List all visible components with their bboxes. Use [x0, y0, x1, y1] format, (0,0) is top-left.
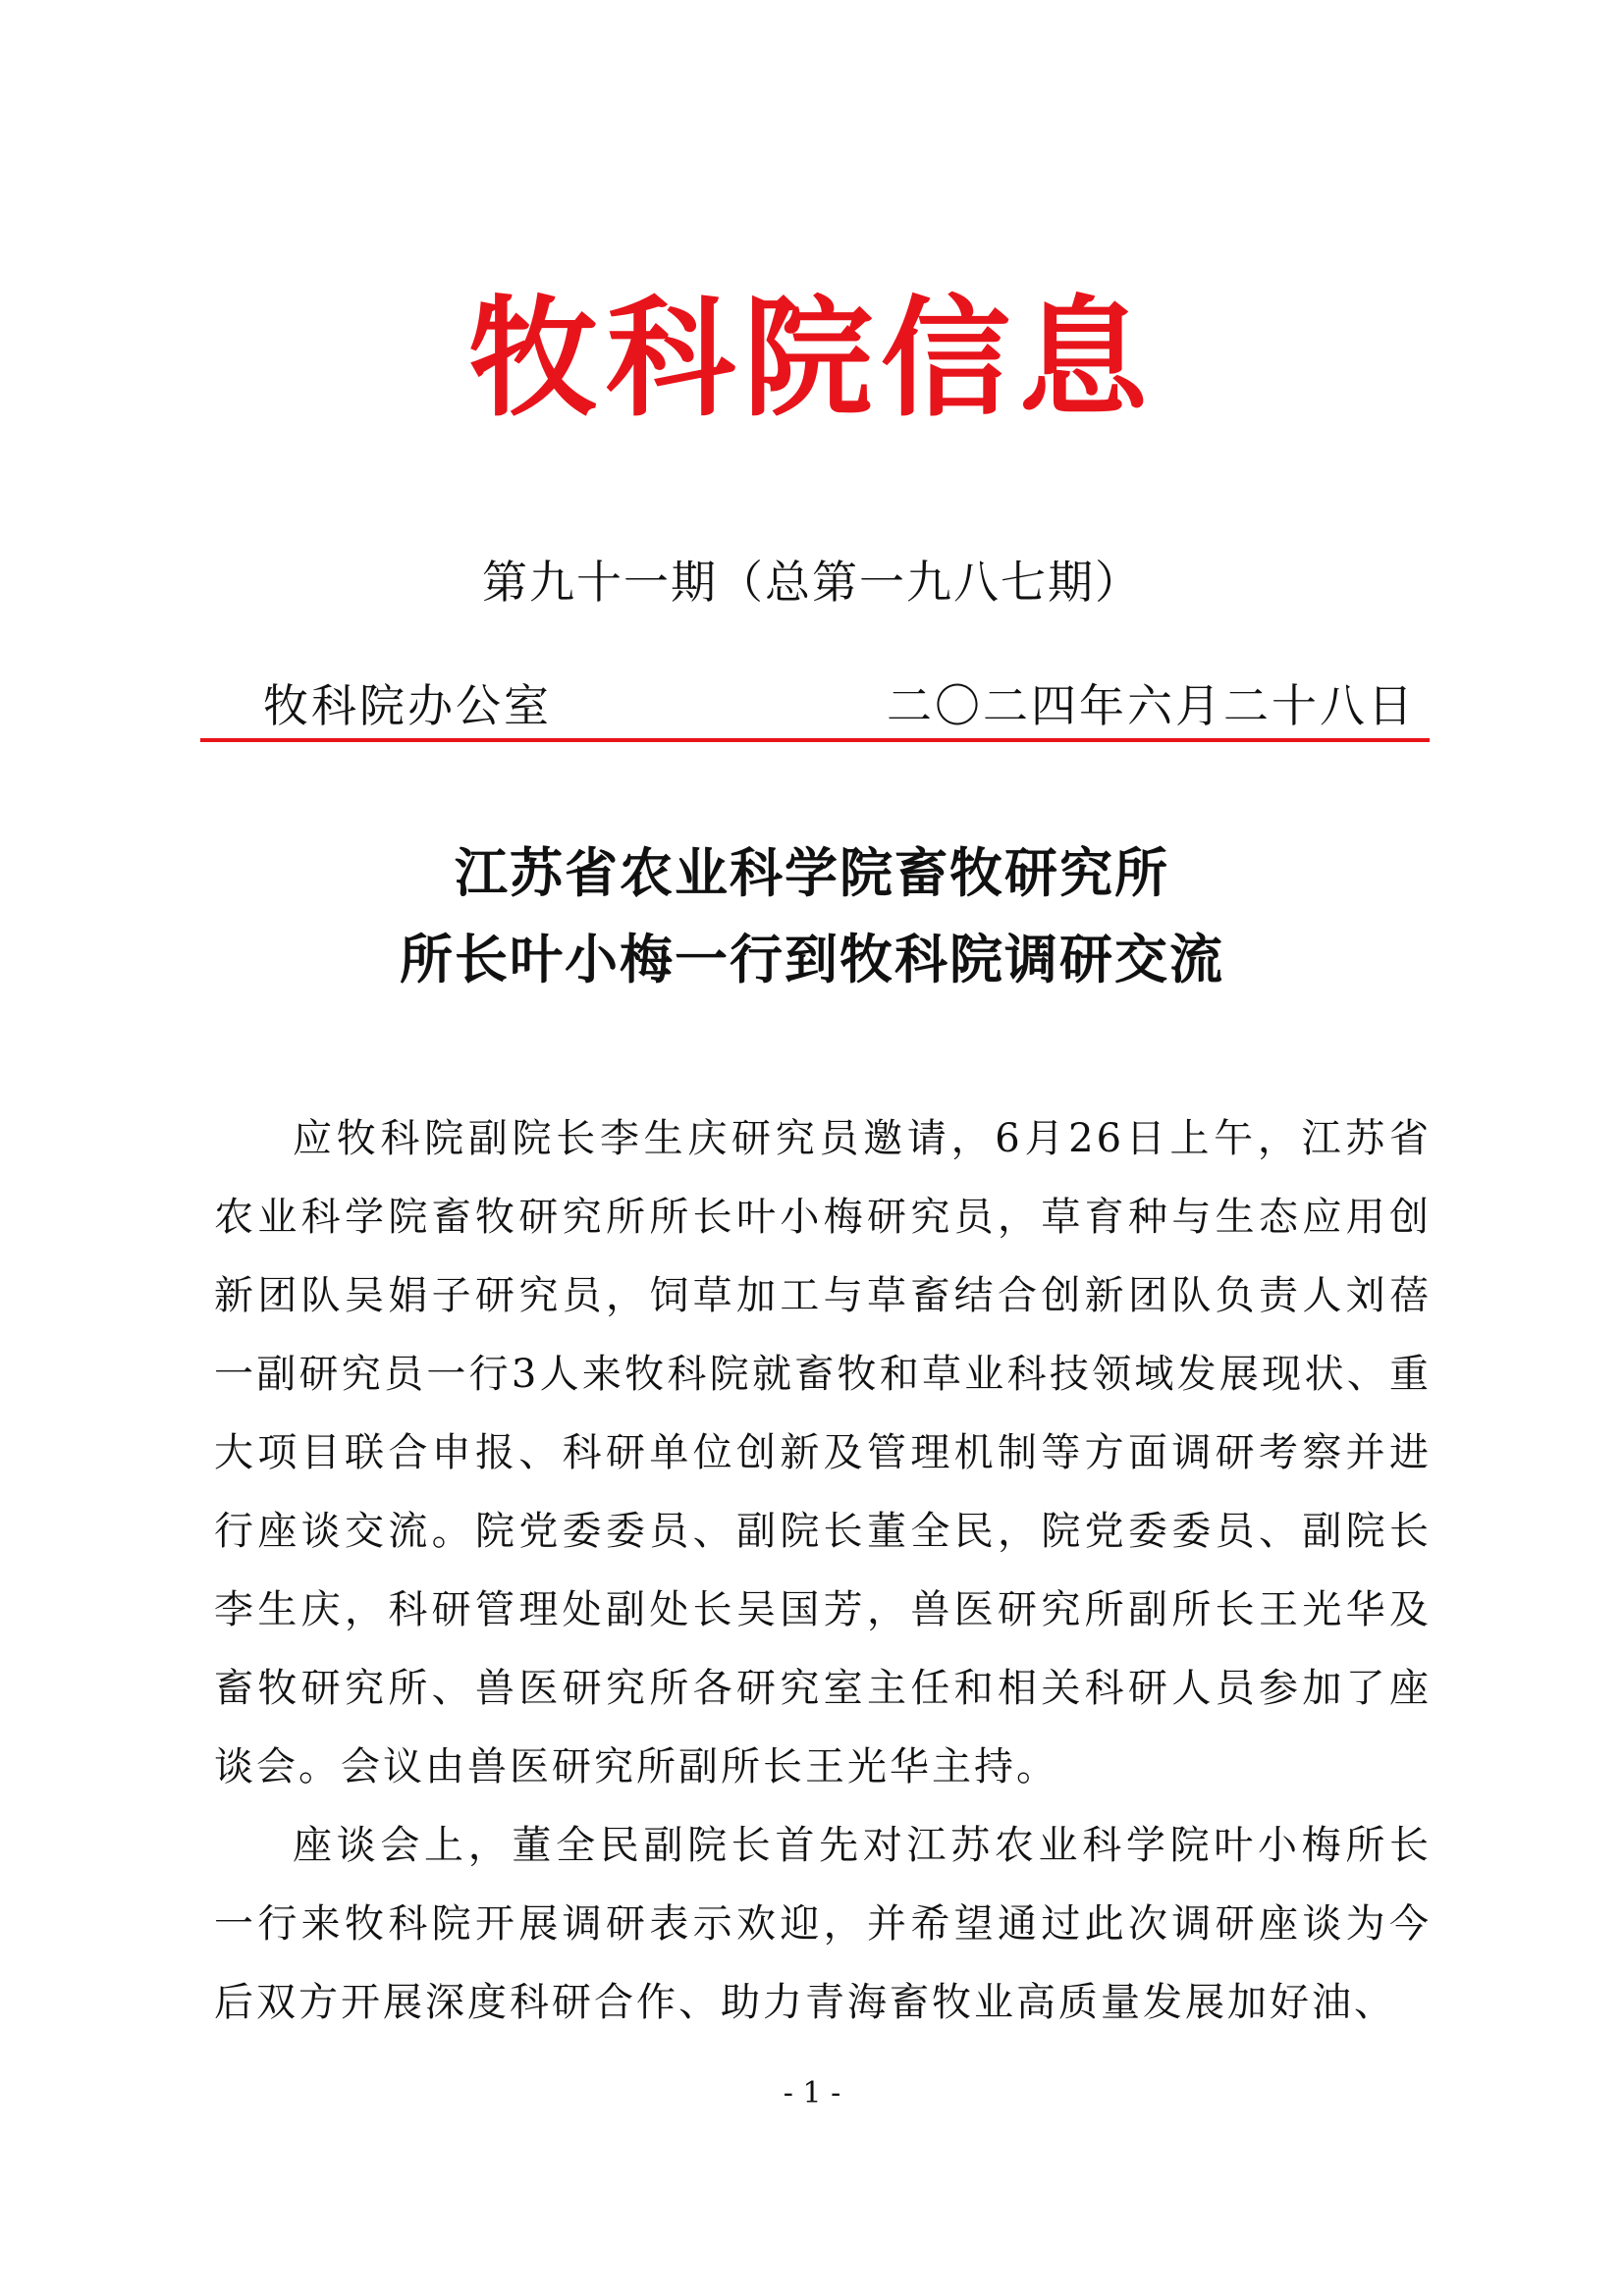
article-title-line2: 所长叶小梅一行到牧科院调研交流: [400, 928, 1224, 990]
issue-number: 第九十一期（总第一九八七期）: [482, 556, 1142, 609]
issuer-office: 牧科院办公室: [263, 679, 552, 732]
red-divider: [200, 738, 1430, 742]
page-number: - 1 -: [783, 2076, 841, 2110]
paragraph-2: 座谈会上，董全民副院长首先对江苏农业科学院叶小梅所长一行来牧科院开展调研表示欢迎，并希望通过此次调研座谈为今后双方开展深度科研合作、助力青海畜牧业高质量发展加好油、: [214, 1823, 1432, 2025]
masthead-title: 牧科院信息: [468, 284, 1156, 435]
article-body: [214, 1099, 1432, 2042]
paragraph-1: 应牧科院副院长李生庆研究员邀请，6月26日上午，江苏省农业科学院畜牧研究所所长叶小梅研究员，草育种与生态应用创新团队吴娟子研究员，饲草加工与草畜结合创新团队负责人刘蓓一副研究员一行3人来牧科院就畜牧和草业科技领域发展现状、重大项目联合申报、科研单位创新及管理机制等方面调研考察并进行座谈交流。院党委委员、副院长董全民，院党委委员、副院长李生庆，科研管理处副处长吴国芳，兽医研究所副所长王光华及畜牧研究所、兽医研究所各研究室主任和相关科研人员参加了座谈会。会议由兽医研究所副所长王光华主持。: [214, 1116, 1432, 1789]
issue-date: 二〇二四年六月二十八日: [887, 679, 1416, 732]
article-title-line1: 江苏省农业科学院畜牧研究所: [455, 841, 1169, 904]
